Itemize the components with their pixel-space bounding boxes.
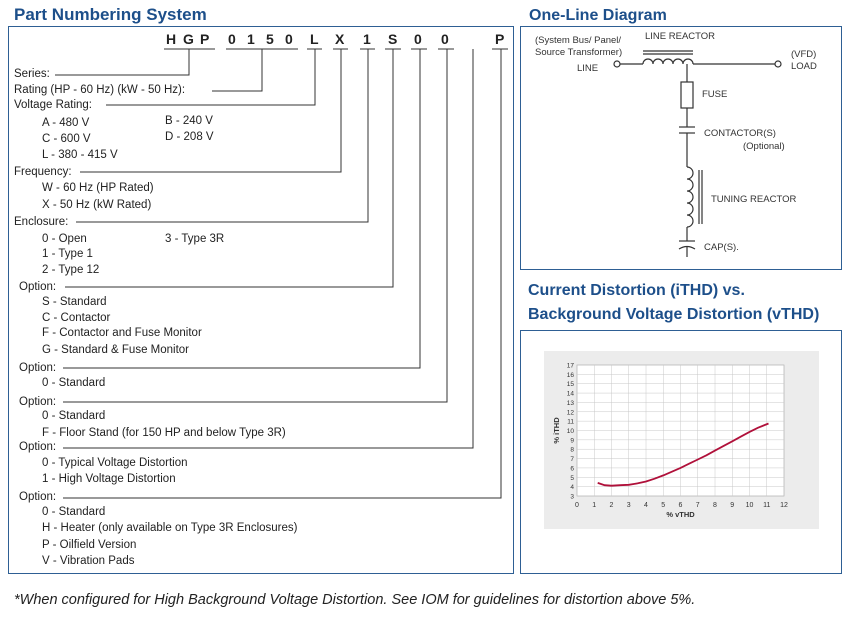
- contactor-label: CONTACTOR(S): [704, 128, 776, 139]
- option5-label: Option:: [19, 491, 57, 503]
- y-tick-label: 11: [567, 418, 574, 426]
- code-char: X: [335, 31, 345, 47]
- optional-label: (Optional): [743, 141, 785, 152]
- y-tick-label: 5: [570, 474, 574, 482]
- code-char: L: [310, 31, 319, 47]
- option1-f: F - Contactor and Fuse Monitor: [42, 327, 202, 339]
- y-tick-label: 15: [566, 381, 574, 389]
- line-label: LINE: [577, 63, 599, 74]
- x-tick-label: 12: [780, 502, 788, 509]
- enclosure-0: 0 - Open: [42, 233, 87, 245]
- voltage-b: B - 240 V: [165, 115, 213, 127]
- voltage-d: D - 208 V: [165, 131, 214, 143]
- series-label: Series:: [14, 68, 50, 80]
- x-tick-label: 9: [730, 502, 735, 509]
- line-reactor-label: LINE REACTOR: [645, 31, 716, 42]
- code-char: 0: [441, 31, 449, 47]
- option2-0: 0 - Standard: [42, 377, 106, 389]
- option2-label: Option:: [19, 362, 57, 374]
- option1-label: Option:: [19, 281, 57, 293]
- x-tick-label: 7: [695, 502, 700, 509]
- one-line-title: One-Line Diagram: [529, 7, 667, 24]
- option1-s: S - Standard: [42, 296, 107, 308]
- x-tick-label: 8: [713, 502, 717, 509]
- enclosure-3: 3 - Type 3R: [165, 233, 225, 245]
- option1-g: G - Standard & Fuse Monitor: [42, 344, 190, 356]
- voltage-l: L - 380 - 415 V: [42, 149, 118, 161]
- line-reactor-coil: [643, 59, 693, 64]
- option1-c: C - Contactor: [42, 312, 111, 324]
- code-char: 1: [247, 31, 255, 47]
- enclosure-label: Enclosure:: [14, 216, 69, 228]
- graph-title-2: Background Voltage Distortion (vTHD): [528, 306, 820, 323]
- code-char: H: [166, 31, 177, 47]
- x-axis-label: % vTHD: [666, 510, 695, 519]
- y-tick-label: 17: [566, 362, 574, 370]
- y-tick-label: 9: [570, 437, 574, 445]
- tuning-reactor-coil: [687, 167, 693, 227]
- x-tick-label: 1: [592, 502, 597, 509]
- load-terminal: [775, 61, 781, 67]
- frequency-w: W - 60 Hz (HP Rated): [42, 182, 154, 194]
- y-tick-label: 6: [570, 465, 574, 473]
- y-tick-label: 10: [566, 428, 574, 435]
- x-tick-label: 11: [763, 502, 771, 509]
- option3-0: 0 - Standard: [42, 410, 106, 422]
- option4-1: 1 - High Voltage Distortion: [42, 473, 176, 485]
- y-tick-label: 7: [570, 456, 574, 464]
- option5-0: 0 - Standard: [42, 506, 106, 518]
- x-tick-label: 6: [678, 502, 683, 509]
- x-tick-label: 4: [644, 502, 648, 509]
- x-tick-label: 5: [661, 502, 666, 509]
- y-tick-label: 13: [566, 399, 574, 407]
- code-char: 1: [363, 31, 371, 47]
- code-char: G: [183, 31, 194, 47]
- code-char: P: [495, 31, 505, 47]
- fuse-label: FUSE: [702, 89, 728, 100]
- tuning-reactor-label: TUNING REACTOR: [711, 194, 797, 205]
- y-tick-label: 8: [570, 446, 574, 454]
- y-tick-label: 4: [570, 484, 574, 492]
- source-label-2: Source Transformer): [535, 47, 623, 58]
- option5-p: P - Oilfield Version: [42, 539, 137, 551]
- graph-title-1: Current Distortion (iTHD) vs.: [528, 282, 745, 299]
- y-tick-label: 14: [566, 390, 574, 398]
- option3-f: F - Floor Stand (for 150 HP and below Type 3R): [42, 427, 286, 439]
- x-tick-label: 2: [609, 502, 614, 509]
- frequency-label: Frequency:: [14, 166, 72, 178]
- enclosure-1: 1 - Type 1: [42, 248, 93, 260]
- code-char: 0: [228, 31, 236, 47]
- voltage-a: A - 480 V: [42, 117, 90, 129]
- code-char: 0: [285, 31, 293, 47]
- enclosure-2: 2 - Type 12: [42, 264, 100, 276]
- y-tick-label: 3: [570, 493, 574, 501]
- option4-label: Option:: [19, 441, 57, 453]
- caps-label: CAP(S).: [704, 242, 739, 253]
- graph-box: [520, 330, 842, 574]
- y-tick-label: 12: [566, 409, 574, 417]
- x-tick-label: 10: [745, 502, 754, 509]
- code-char: P: [200, 31, 210, 47]
- voltage-label: Voltage Rating:: [14, 99, 93, 111]
- rating-label: Rating (HP - 60 Hz) (kW - 50 Hz):: [14, 84, 186, 96]
- load-label: LOAD: [791, 61, 817, 72]
- one-line-diagram: [521, 27, 841, 269]
- x-tick-label: 0: [575, 502, 579, 509]
- line-terminal: [614, 61, 620, 67]
- code-char: 0: [414, 31, 422, 47]
- y-axis-label: % iTHD: [552, 417, 561, 444]
- fuse-symbol: [681, 82, 693, 108]
- x-tick-label: 3: [626, 502, 631, 509]
- code-char: S: [388, 31, 398, 47]
- vfd-label: (VFD): [791, 49, 817, 60]
- frequency-x: X - 50 Hz (kW Rated): [42, 199, 152, 211]
- option5-h: H - Heater (only available on Type 3R Enclosures): [42, 522, 298, 534]
- source-label-1: (System Bus/ Panel/: [535, 35, 622, 46]
- one-line-box: [520, 26, 842, 270]
- option3-label: Option:: [19, 396, 57, 408]
- code-char: 5: [266, 31, 274, 47]
- option5-v: V - Vibration Pads: [42, 555, 135, 567]
- voltage-c: C - 600 V: [42, 133, 91, 145]
- option4-0: 0 - Typical Voltage Distortion: [42, 457, 188, 469]
- ithd-vthd-chart: [521, 331, 841, 573]
- part-numbering-title: Part Numbering System: [14, 5, 207, 24]
- footnote: *When configured for High Background Voltage Distortion. See IOM for guidelines for distortion above 5%.: [14, 592, 696, 608]
- y-tick-label: 16: [566, 371, 574, 379]
